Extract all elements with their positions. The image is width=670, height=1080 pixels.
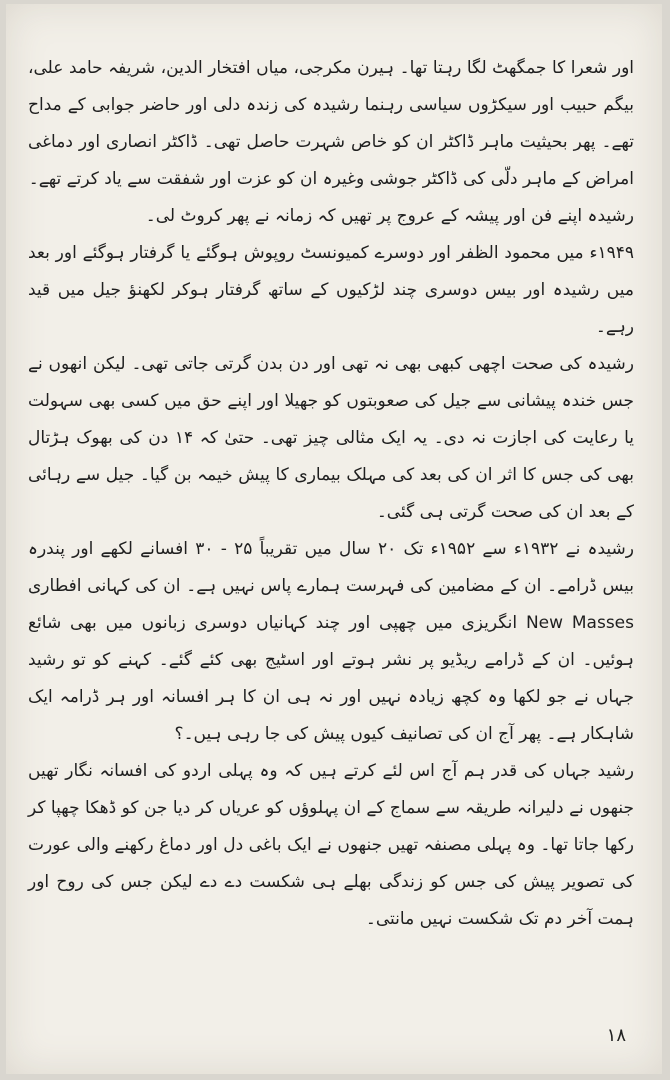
- page-body-text: [28, 50, 634, 938]
- paragraph: رشیدہ نے ۱۹۳۲ء سے ۱۹۵۲ء تک ۲۰ سال میں تقریباً ۲۵ - ۳۰ افسانے لکھے اور پندرہ بیس ڈرامے۔ ان کے مضامین کی فہرست ہمارے پاس نہیں ہے۔ ان کی کہانی افطاری New Masses انگریزی میں چھپی اور چند کہانیاں دوسری زبانوں میں بھی شائع ہوئیں۔ ان کے ڈرامے ریڈیو پر نشر ہوتے اور اسٹیج بھی کئے گئے۔ کہنے کو تو رشید جہاں نے جو لکھا وہ کچھ زیادہ نہیں اور نہ ہی ان کا ہر افسانہ اور ہر ڈرامہ ایک شاہکار ہے۔ پھر آج ان کی تصانیف کیوں پیش کی جا رہی ہیں۔؟: [28, 539, 635, 744]
- paragraph: ۱۹۴۹ء میں محمود الظفر اور دوسرے کمیونسٹ روپوش ہوگئے یا گرفتار ہوگئے اور بعد میں رشیدہ اور بیس دوسری چند لڑکیوں کے ساتھ گرفتار ہوکر لکھنؤ جیل میں قید رہے۔: [28, 243, 634, 337]
- page-number: ۱۸: [606, 1025, 626, 1046]
- book-page: [6, 4, 662, 1074]
- paragraph: رشیدہ کی صحت اچھی کبھی بھی نہ تھی اور دن بدن گرتی جاتی تھی۔ لیکن انھوں نے جس خندہ پیشانی سے جیل کی صعوبتوں کو جھیلا اور اپنے حق میں کسی بھی سہولت یا رعایت کی اجازت نہ دی۔ یہ ایک مثالی چیز تھی۔ حتیٰ کہ ۱۴ دن کی بھوک ہڑتال بھی کی جس کا اثر ان کی بعد کی مہلک بیماری کا پیش خیمہ بن گیا۔ جیل سے رہائی کے بعد ان کی صحت گرتی ہی گئی۔: [28, 354, 634, 522]
- paragraph: رشید جہاں کی قدر ہم آج اس لئے کرتے ہیں کہ وہ پہلی اردو کی افسانہ نگار تھیں جنھوں نے دلیرانہ طریقہ سے سماج کے ان پہلوؤں کو عریاں کر دیا جن کو ڈھکا چھپا کر رکھا جاتا تھا۔ وہ پہلی مصنفہ تھیں جنھوں نے ایک باغی دل اور دماغ رکھنے والی عورت کی تصویر پیش کی جس کو زندگی بھلے ہی شکست دے دے لیکن جس کی روح اور ہمت آخر دم تک شکست نہیں مانتی۔: [28, 761, 634, 929]
- paragraph: اور شعرا کا جمگھٹ لگا رہتا تھا۔ ہیرن مکرجی، میاں افتخار الدین، شریفہ حامد علی، بیگم حبیب اور سیکڑوں سیاسی رہنما رشیدہ کی زندہ دلی اور حاضر جوابی کے مداح تھے۔ پھر بحیثیت ماہر ڈاکٹر ان کو خاص شہرت حاصل تھی۔ ڈاکٹر انصاری اور دماغی امراض کے ماہر دلّی کی ڈاکٹر جوشی وغیرہ ان کو عزت اور شفقت سے یاد کرتے تھے۔: [28, 58, 634, 189]
- paragraph: رشیدہ اپنے فن اور پیشہ کے عروج پر تھیں کہ زمانہ نے پھر کروٹ لی۔: [145, 206, 634, 226]
